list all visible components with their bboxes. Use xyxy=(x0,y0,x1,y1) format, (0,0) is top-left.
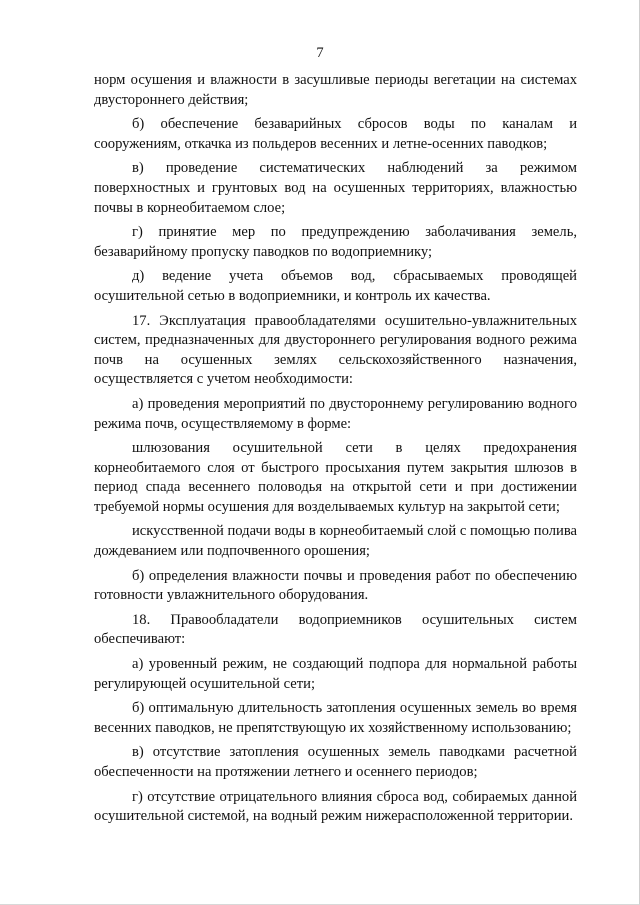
page-number: 7 xyxy=(316,45,324,61)
paragraph-18-item-g: г) отсутствие отрицательного влияния сброса вод, собираемых данной осушительной системой, на водный режим нижерасположенной территории. xyxy=(94,788,577,825)
paragraph-17-sluicing: шлюзования осушительной сети в целях предохранения корнеобитаемого слоя от быстрого просыхания путем закрытия шлюзов в период спада весеннего половодья на открытой сети и при достижении требуемой нормы осушения для возделываемых культур на закрытой сети; xyxy=(94,440,577,515)
paragraph-item-b: б) обеспечение безаварийных сбросов воды по каналам и сооружениям, откачка из польдеров весенних и летне-осенних паводков; xyxy=(94,116,577,152)
document-body xyxy=(94,71,577,832)
paragraph-17-item-b: б) определения влажности почвы и проведения работ по обеспечению готовности увлажнительного оборудования. xyxy=(94,567,577,604)
paragraph-clause-18: 18. Правообладатели водоприемников осушительных систем обеспечивают: xyxy=(94,611,577,648)
paragraph-17-item-a: а) проведения мероприятий по двустороннему регулированию водного режима почв, осуществляемому в форме: xyxy=(94,395,577,432)
paragraph-18-item-b: б) оптимальную длительность затопления осушенных земель во время весенних паводков, не препятствующую их хозяйственному использованию; xyxy=(94,700,577,736)
paragraph-item-v: в) проведение систематических наблюдений за режимом поверхностных и грунтовых вод на осушенных территориях, влажностью почвы в корнеобитаемом слое; xyxy=(94,160,577,216)
paragraph-18-item-a: а) уровенный режим, не создающий подпора для нормальной работы регулирующей осушительной сети; xyxy=(94,656,577,692)
paragraph-item-d: д) ведение учета объемов вод, сбрасываемых проводящей осушительной сетью в водоприемники, и контроль их качества. xyxy=(94,268,577,304)
paragraph-item-g: г) принятие мер по предупреждению заболачивания земель, безаварийному пропуску паводков по водоприемнику; xyxy=(94,224,577,260)
paragraph-18-item-v: в) отсутствие затопления осушенных земель паводками расчетной обеспеченности на протяжении летнего и осеннего периодов; xyxy=(94,744,577,780)
paragraph-continuation: норм осушения и влажности в засушливые периоды вегетации на системах двустороннего действия; xyxy=(94,72,577,108)
paragraph-17-irrigation: искусственной подачи воды в корнеобитаемый слой с помощью полива дождеванием или подпочвенного орошения; xyxy=(94,523,577,560)
paragraph-clause-17: 17. Эксплуатация правообладателями осушительно-увлажнительных систем, предназначенных для двустороннего регулирования водного режима почв на осушенных землях сельскохозяйственного назначения, осуществляется с учетом необходимости: xyxy=(94,312,577,388)
